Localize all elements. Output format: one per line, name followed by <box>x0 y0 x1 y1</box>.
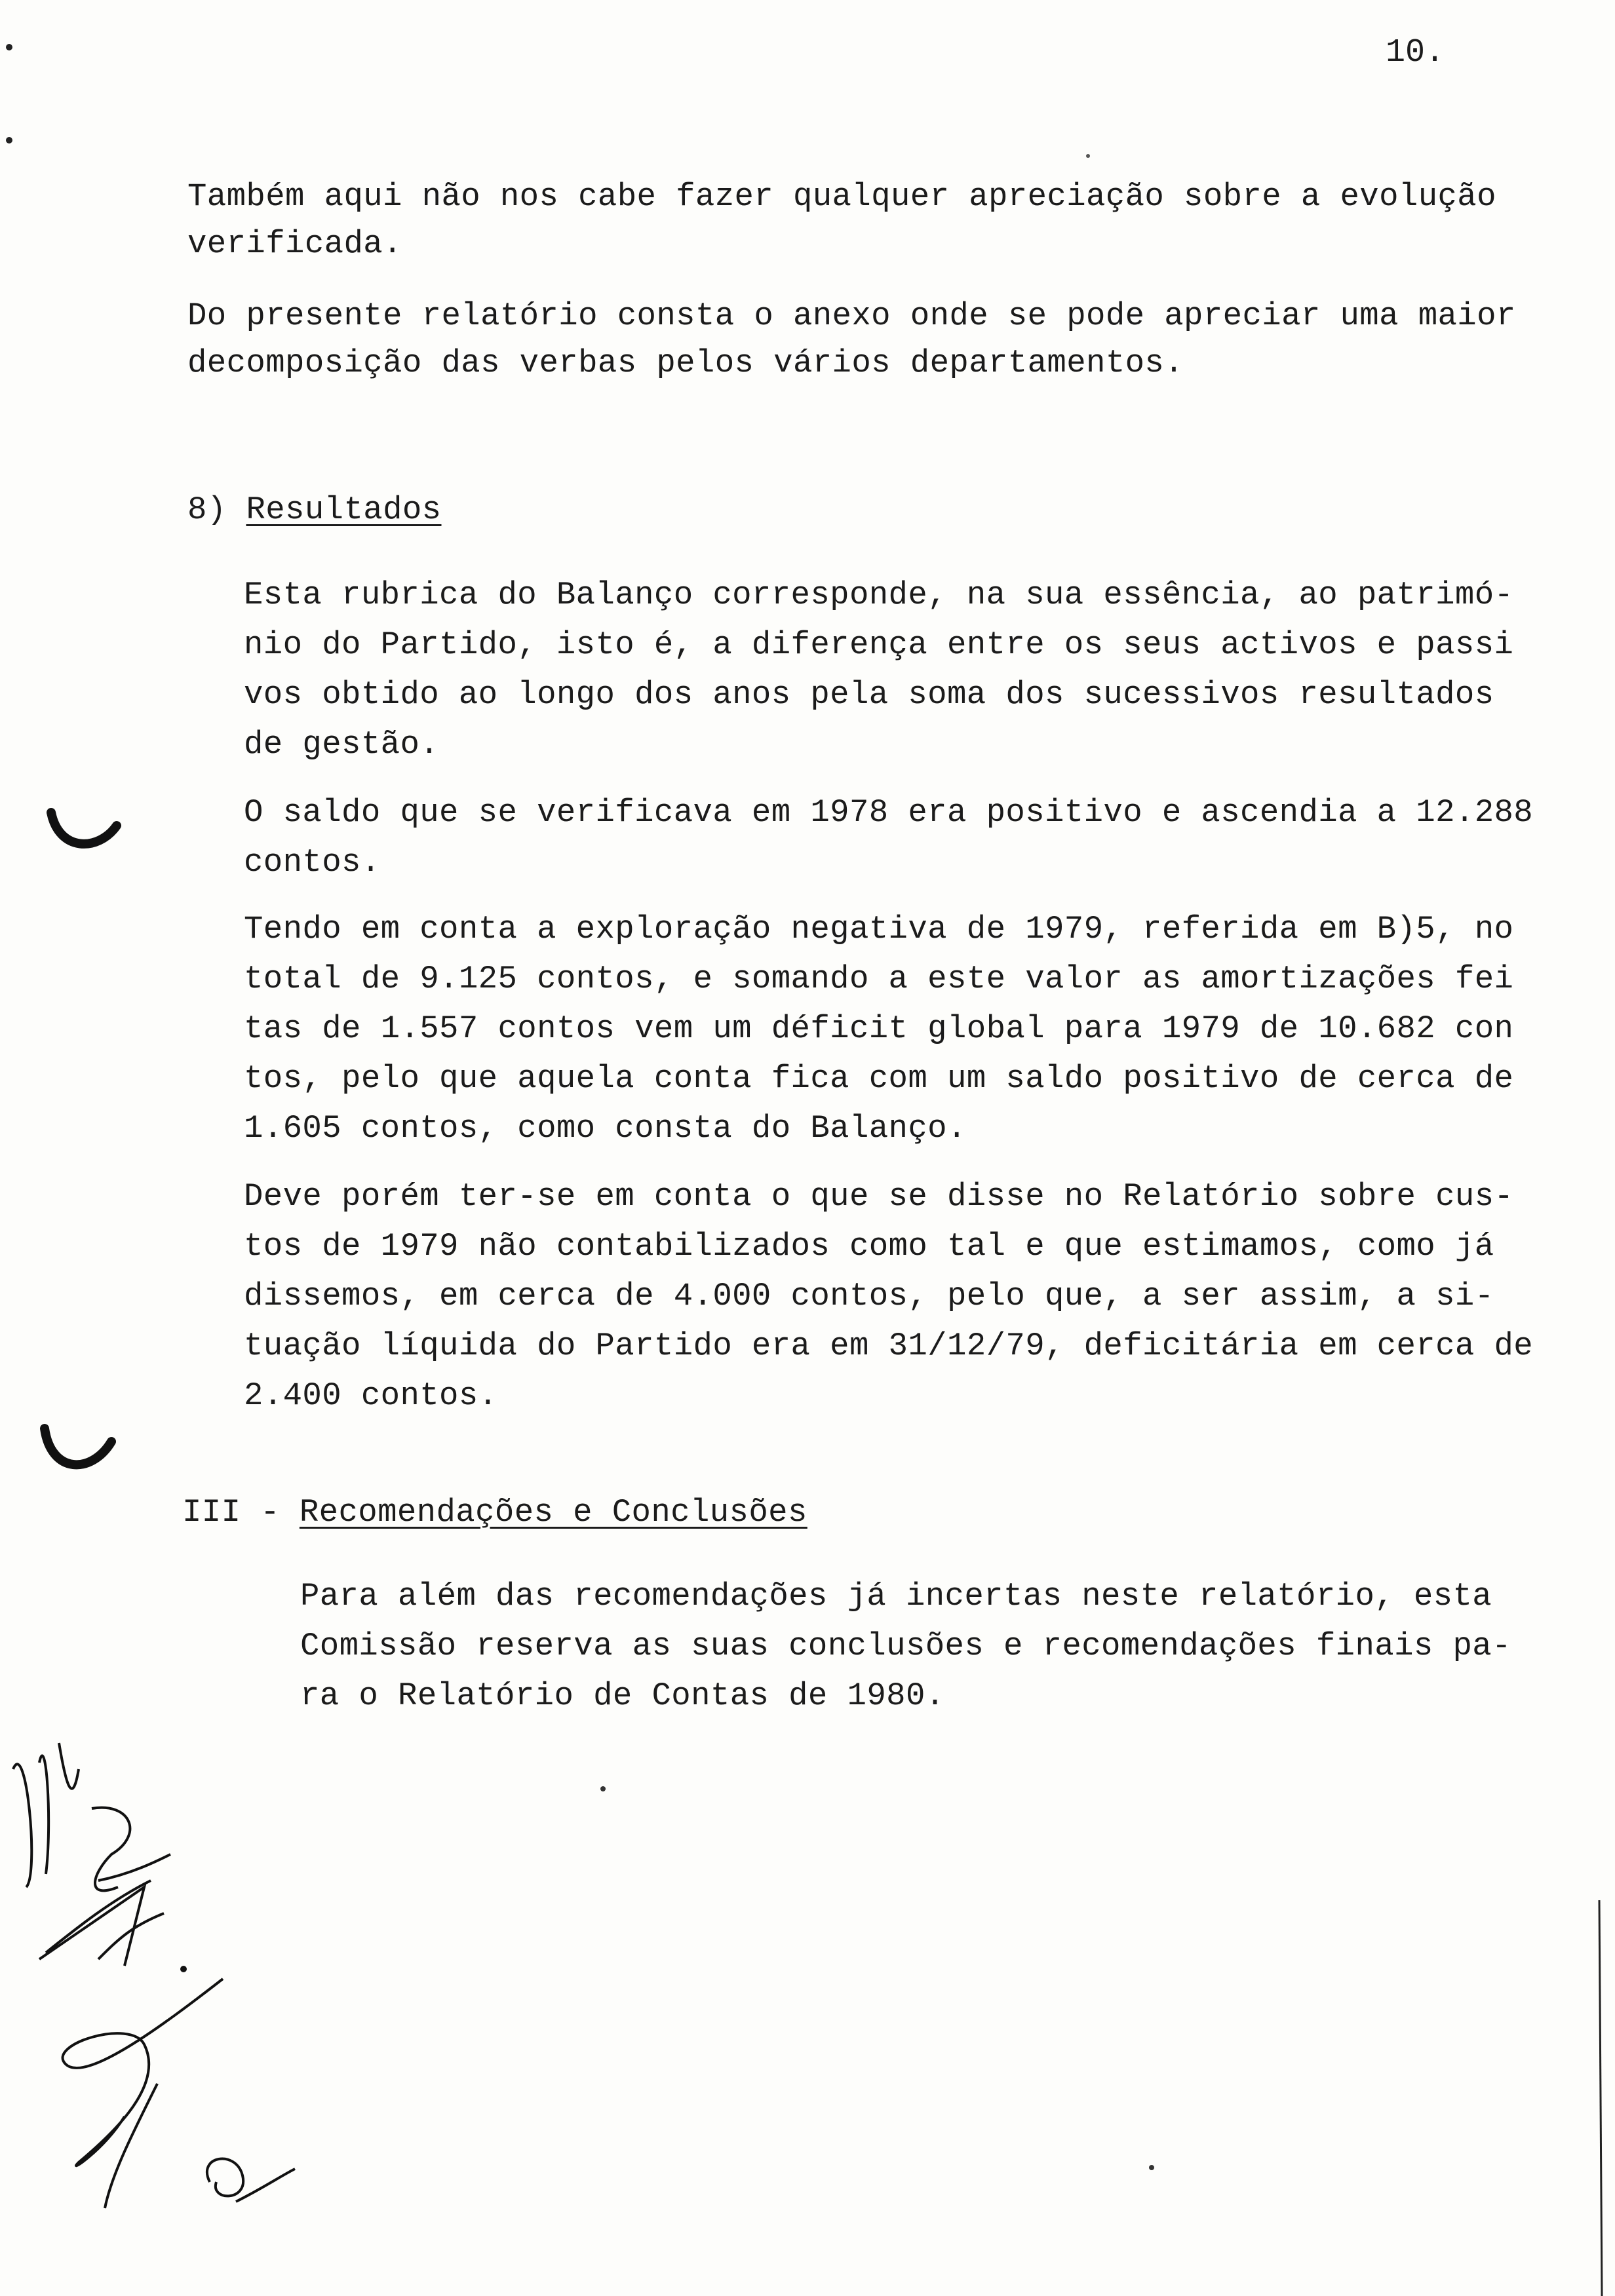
section3-para1-line3: ra o Relatório de Contas de 1980. <box>300 1677 945 1714</box>
section8-para4-line1: Deve porém ter-se em conta o que se disse no Relatório sobre cus- <box>244 1178 1514 1215</box>
section8-para1-line3: vos obtido ao longo dos anos pela soma dos sucessivos resultados <box>244 676 1494 713</box>
section-3-heading <box>182 1489 808 1536</box>
intro-para2-line2: decomposição das verbas pelos vários departamentos. <box>187 345 1184 381</box>
section8-para4-line5: 2.400 contos. <box>244 1377 498 1414</box>
intro-para1-line2: verificada. <box>187 225 402 262</box>
section-3-number: III - <box>182 1494 281 1531</box>
text-line: Também aqui não nos cabe fazer qualquer apreciação sobre a evolução <box>187 178 1496 215</box>
intro-para2-line1: Do presente relatório consta o anexo onde se pode apreciar uma maior <box>187 297 1516 334</box>
section8-para2-line1: O saldo que se verificava em 1978 era positivo e ascendia a 12.288 <box>244 794 1534 831</box>
signature-3 <box>63 1979 223 2208</box>
scanner-edge <box>1599 1900 1602 2296</box>
section8-para1-line4: de gestão. <box>244 726 440 763</box>
page-number: 10. <box>1386 34 1445 71</box>
signature-4 <box>207 2159 295 2202</box>
section3-para1-line1: Para além das recomendações já incertas neste relatório, esta <box>300 1578 1492 1615</box>
intro-para1-line1 <box>187 173 1522 220</box>
section8-para3-line3: tas de 1.557 contos vem um déficit global para 1979 de 10.682 con <box>244 1010 1514 1047</box>
margin-check-mark-1 <box>51 813 117 844</box>
section-8-heading <box>187 486 442 533</box>
section-8-number: 8) <box>187 491 227 528</box>
section8-para2-line2: contos. <box>244 844 381 881</box>
signature-1 <box>13 1743 170 1890</box>
section-3-title: Recomendações e Conclusões <box>299 1494 808 1531</box>
section8-para4-line3: dissemos, em cerca de 4.000 contos, pelo que, a ser assim, a si- <box>244 1278 1494 1314</box>
section3-para1-line2: Comissão reserva as suas conclusões e recomendações finais pa- <box>300 1628 1511 1664</box>
section-8-title: Resultados <box>246 491 442 528</box>
section8-para3-line4: tos, pelo que aquela conta fica com um saldo positivo de cerca de <box>244 1060 1514 1097</box>
margin-check-mark-2 <box>45 1428 111 1464</box>
section8-para1-line1: Esta rubrica do Balanço corresponde, na sua essência, ao patrimó- <box>244 577 1514 613</box>
section8-para3-line5: 1.605 contos, como consta do Balanço. <box>244 1110 967 1147</box>
section8-para4-line4: tuação líquida do Partido era em 31/12/79, deficitária em cerca de <box>244 1328 1534 1364</box>
section8-para3-line1: Tendo em conta a exploração negativa de 1979, referida em B)5, no <box>244 911 1514 947</box>
signature-2 <box>39 1881 164 1966</box>
section8-para3-line2: total de 9.125 contos, e somando a este valor as amortizações fei <box>244 961 1514 997</box>
section8-para4-line2: tos de 1979 não contabilizados como tal e que estimamos, como já <box>244 1228 1494 1265</box>
section8-para1-line2: nio do Partido, isto é, a diferença entre os seus activos e passi <box>244 626 1514 663</box>
